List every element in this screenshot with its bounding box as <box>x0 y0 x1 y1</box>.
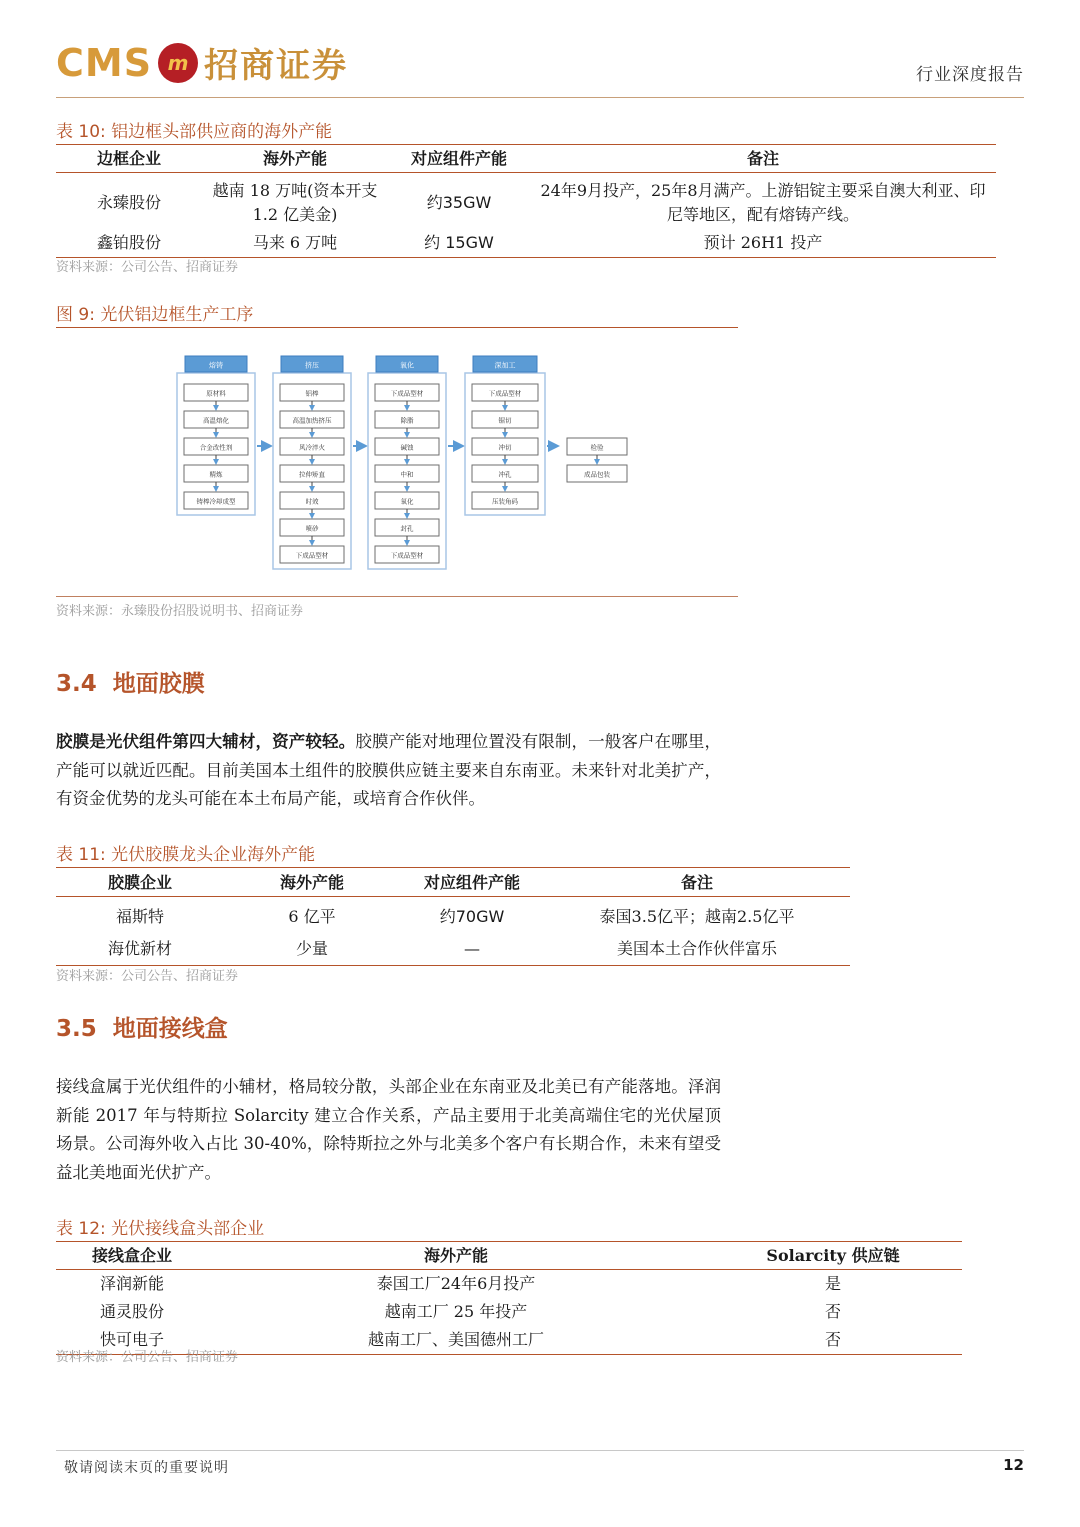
doc-type-label: 行业深度报告 <box>916 65 1024 85</box>
section-heading-3-4 <box>56 665 205 698</box>
table-row <box>56 173 996 230</box>
table12-header-row <box>56 1240 962 1270</box>
table-cell: 越南工厂 25 年投产 <box>384 1302 528 1321</box>
page-footer <box>56 1450 1024 1476</box>
flow-step-label: 冲孔 <box>498 470 512 479</box>
table12 <box>56 1240 962 1355</box>
table-cell: 6 亿平 <box>288 907 336 926</box>
section-number: 3.5 <box>56 1016 97 1042</box>
table-cell: 泰国3.5亿平；越南2.5亿平 <box>599 907 795 926</box>
table10-caption <box>56 117 996 145</box>
table-row <box>56 1298 962 1326</box>
table-cell: 24年9月投产，25年8月满产。上游铝锭主要采自澳大利亚、印尼等地区，配有熔铸产线。 <box>540 181 986 224</box>
table12-caption-title: 光伏接线盒头部企业 <box>111 1219 265 1239</box>
flow-step-label: 下成品型材 <box>390 551 424 560</box>
flow-step-label: 拉伸矫直 <box>299 470 325 479</box>
flow-step-label: 碱蚀 <box>400 443 414 452</box>
flow-step-label: 成品包装 <box>584 470 610 479</box>
table-cell: 海优新材 <box>56 933 224 966</box>
table11-caption-number: 表 11: <box>56 845 106 865</box>
flow-step-label: 除脂 <box>400 416 414 425</box>
table-cell: 否 <box>704 1326 962 1355</box>
logo-cms-text: CMS <box>56 40 153 85</box>
flow-step-label: 中和 <box>400 470 414 479</box>
table11-header-cell: 备注 <box>544 867 850 897</box>
table10-header-cell: 边框企业 <box>56 143 202 173</box>
figure9-source: 资料来源：永臻股份招股说明书、招商证券 <box>56 604 304 619</box>
page-header <box>56 36 1024 98</box>
flow-step-label: 封孔 <box>400 524 414 533</box>
table-cell: 越南工厂、美国德州工厂 <box>208 1326 704 1355</box>
section-title: 地面胶膜 <box>112 670 205 697</box>
flow-step-label: 铝棒 <box>305 389 319 398</box>
flow-stage-title: 挤压 <box>305 361 319 370</box>
table-cell: 通灵股份 <box>99 1302 164 1321</box>
table11-caption <box>56 840 850 868</box>
table11-caption-title: 光伏胶膜龙头企业海外产能 <box>111 845 316 865</box>
section34-body: 胶膜产能对地理位置没有限制，一般客户在哪里，产能可以就近匹配。目前美国本土组件的胶膜供应链主要来自东南亚。未来针对北美扩产，有资金优势的龙头可能在本土布局产能，或培育合作伙伴。 <box>56 732 722 808</box>
section34-paragraph <box>56 728 721 814</box>
flow-step-label: 精炼 <box>209 470 223 479</box>
section-number: 3.4 <box>56 671 97 697</box>
logo-mark-icon: m <box>158 43 198 83</box>
flow-step-label: 原材料 <box>206 389 226 398</box>
table-cell: — <box>400 933 544 966</box>
flow-step-label: 下成品型材 <box>488 389 522 398</box>
production-flow-diagram <box>176 350 646 575</box>
table11-header-row <box>56 867 850 897</box>
flow-stage-title: 深加工 <box>494 361 516 370</box>
table11-header-cell: 对应组件产能 <box>400 867 544 897</box>
section-heading-3-5 <box>56 1010 228 1043</box>
table-cell: 约70GW <box>439 907 505 926</box>
table-cell: 预计 26H1 投产 <box>530 229 996 258</box>
flow-step-label: 冲切 <box>498 443 512 452</box>
figure9-caption-title: 光伏铝边框生产工序 <box>100 305 254 325</box>
table10-header-cell: 海外产能 <box>202 143 388 173</box>
flow-step-label: 风冷淬火 <box>299 443 325 452</box>
table12-header-cell: 海外产能 <box>208 1240 704 1270</box>
table11-header-cell: 海外产能 <box>224 867 400 897</box>
table10-caption-title: 铝边框头部供应商的海外产能 <box>111 122 333 142</box>
table-cell: 永臻股份 <box>96 193 161 212</box>
figure9-caption-number: 图 9: <box>56 305 95 325</box>
table-cell: 约35GW <box>426 193 492 212</box>
flow-step-label: 铸棒冷却成型 <box>196 497 236 506</box>
flow-step-label: 锯切 <box>498 416 512 425</box>
flow-stage-title: 氧化 <box>400 361 414 370</box>
flow-step-label: 下成品型材 <box>295 551 329 560</box>
flow-stage-title: 熔铸 <box>209 361 223 370</box>
flow-step-label: 合金改性剂 <box>199 443 233 452</box>
flow-step-label: 喷砂 <box>305 524 319 533</box>
table-cell: 快可电子 <box>56 1326 208 1355</box>
table-cell: 鑫铂股份 <box>56 229 202 258</box>
figure9-caption <box>56 300 738 328</box>
table-row <box>56 933 850 966</box>
page-number: 12 <box>1003 1456 1024 1474</box>
table-cell: 少量 <box>224 933 400 966</box>
table10-header-cell: 对应组件产能 <box>388 143 530 173</box>
table11 <box>56 867 850 966</box>
table-cell: 否 <box>824 1302 841 1321</box>
table12-caption <box>56 1214 962 1242</box>
flow-step-label: 高温熔化 <box>203 416 229 425</box>
table-row <box>56 229 996 258</box>
table-cell: 福斯特 <box>115 907 164 926</box>
table12-caption-number: 表 12: <box>56 1219 106 1239</box>
table12-header-cell: Solarcity 供应链 <box>704 1240 962 1270</box>
table12-source: 资料来源：公司公告、招商证券 <box>56 1350 239 1365</box>
table-cell: 泽润新能 <box>99 1274 164 1293</box>
section-title: 地面接线盒 <box>112 1015 228 1042</box>
table11-header-cell: 胶膜企业 <box>56 867 224 897</box>
section34-lead: 胶膜是光伏组件第四大辅材，资产较轻。 <box>56 732 356 751</box>
flow-step-label: 检验 <box>590 443 604 452</box>
table-cell: 是 <box>824 1274 841 1293</box>
flow-step-label: 氧化 <box>400 497 414 506</box>
table-cell: 泰国工厂24年6月投产 <box>376 1274 536 1293</box>
flow-step-label: 高温加热挤压 <box>292 416 332 425</box>
figure9-bottom-rule <box>56 596 738 597</box>
company-logo <box>56 38 348 87</box>
table-cell: 约 15GW <box>388 229 530 258</box>
flow-step-label: 压装角码 <box>492 497 518 506</box>
table10-source: 资料来源：公司公告、招商证券 <box>56 260 239 275</box>
table11-source: 资料来源：公司公告、招商证券 <box>56 969 239 984</box>
table10-header-row <box>56 143 996 173</box>
table-row <box>56 1270 962 1299</box>
flow-step-label: 时效 <box>305 497 319 506</box>
table-cell: 马来 6 万吨 <box>202 229 388 258</box>
table12-header-cell: 接线盒企业 <box>56 1240 208 1270</box>
table10 <box>56 143 996 258</box>
table-row <box>56 897 850 934</box>
table10-caption-number: 表 10: <box>56 122 106 142</box>
section35-paragraph: 接线盒属于光伏组件的小辅材，格局较分散，头部企业在东南亚及北美已有产能落地。泽润新能 2017 年与特斯拉 Solarcity 建立合作关系，产品主要用于北美高端住宅的光伏屋顶场景。公司海外收入占比 30-40%，除特斯拉之外与北美多个客户有长期合作，未来有望受益北美地面光伏扩产。 <box>56 1077 721 1182</box>
logo-cn-text: 招商证券 <box>204 46 349 86</box>
flow-step-label: 下成品型材 <box>390 389 424 398</box>
table-cell: 美国本土合作伙伴富乐 <box>544 933 850 966</box>
footer-notice: 敬请阅读末页的重要说明 <box>64 1460 229 1476</box>
table10-header-cell: 备注 <box>530 143 996 173</box>
table-cell: 越南 18 万吨(资本开支 1.2 亿美金) <box>212 181 378 224</box>
